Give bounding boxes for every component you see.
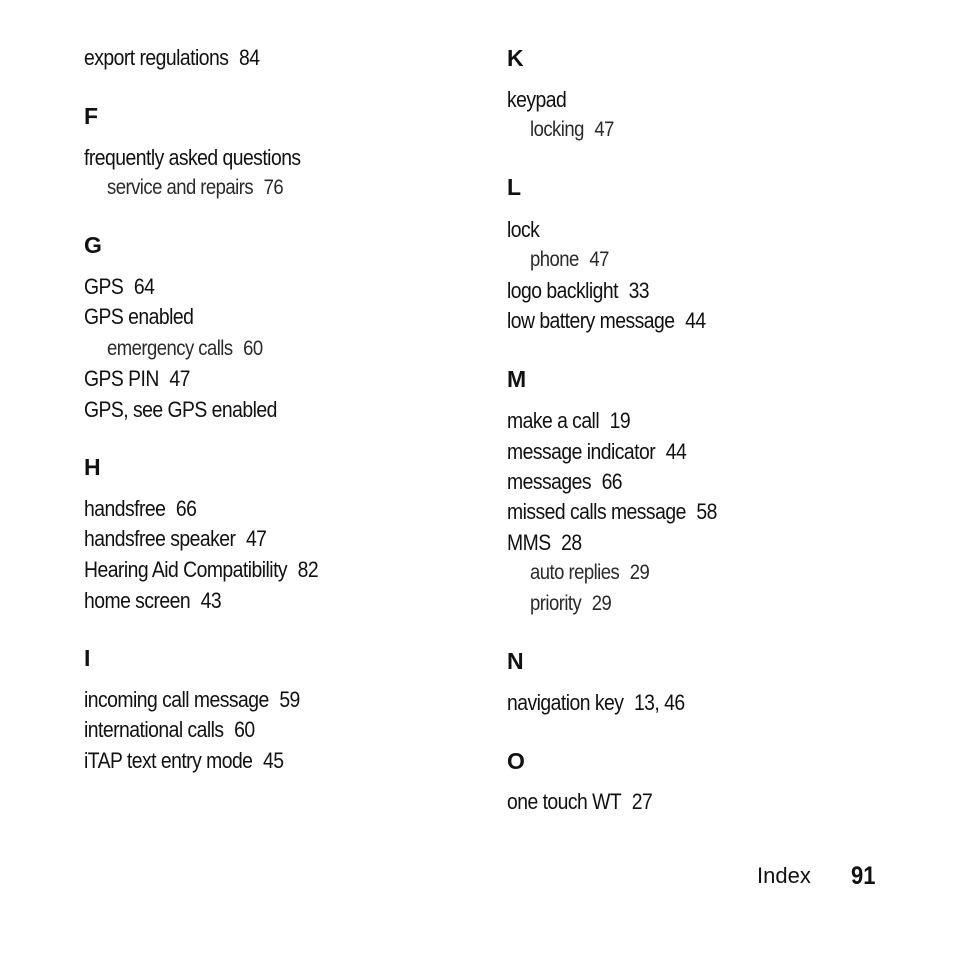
entry-page: 76	[263, 176, 284, 199]
section-letter-m: M	[507, 366, 527, 392]
entry-term: MMS	[507, 530, 551, 555]
entry-term: GPS, see GPS enabled	[84, 397, 277, 422]
entry-term: emergency calls	[107, 337, 233, 360]
section-letter-o: O	[507, 748, 525, 774]
section-letter-g: G	[84, 232, 102, 258]
index-subentry	[530, 117, 614, 143]
entry-term: Hearing Aid Compatibility	[84, 557, 288, 582]
index-subentry	[530, 591, 611, 617]
entry-term: lock	[507, 217, 540, 242]
section-letter-k: K	[507, 45, 524, 71]
entry-page: 58	[696, 499, 717, 524]
entry-term: make a call	[507, 408, 600, 433]
entry-term: iTAP text entry mode	[84, 748, 253, 773]
entry-term: navigation key	[507, 690, 624, 715]
entry-page: 60	[243, 337, 263, 360]
index-subentry	[530, 560, 649, 586]
entry-term: GPS PIN	[84, 366, 159, 391]
index-entry	[84, 274, 154, 300]
entry-term: home screen	[84, 588, 191, 613]
index-entry	[507, 469, 622, 495]
entry-page: 33	[628, 278, 650, 303]
section-letter-l: L	[507, 174, 522, 200]
entry-term: keypad	[507, 87, 567, 112]
entry-page: 44	[665, 439, 687, 464]
section-letter-f: F	[84, 103, 99, 129]
index-entry	[84, 526, 266, 552]
footer-section-label: Index	[757, 863, 811, 888]
index-entry	[507, 278, 649, 304]
index-entry	[84, 496, 196, 522]
entry-term: missed calls message	[507, 499, 686, 524]
entry-page: 47	[589, 248, 609, 271]
entry-page: 84	[238, 45, 260, 70]
index-subentry	[107, 175, 283, 201]
entry-page: 47	[594, 118, 614, 141]
entry-term: export regulations	[84, 45, 229, 70]
page-number: 91	[851, 862, 876, 890]
index-subentry	[107, 336, 263, 362]
index-entry	[84, 145, 301, 171]
index-entry	[84, 588, 221, 614]
entry-page: 60	[234, 717, 255, 742]
index-entry	[84, 45, 259, 71]
index-entry	[507, 408, 630, 434]
entry-page: 47	[245, 526, 267, 551]
index-entry	[507, 87, 566, 113]
index-entry	[507, 217, 539, 243]
entry-page: 13, 46	[633, 690, 685, 715]
section-letter-i: I	[84, 645, 91, 671]
index-entry	[507, 690, 685, 716]
entry-term: phone	[530, 248, 579, 271]
section-letter-n: N	[507, 648, 524, 674]
index-entry	[507, 499, 717, 525]
entry-page: 47	[169, 366, 190, 391]
entry-term: one touch WT	[507, 789, 622, 814]
entry-page: 66	[175, 496, 197, 521]
entry-term: locking	[530, 118, 584, 141]
index-entry	[507, 530, 582, 556]
entry-page: 82	[297, 557, 319, 582]
entry-term: handsfree	[84, 496, 166, 521]
entry-term: message indicator	[507, 439, 656, 464]
entry-page: 64	[133, 274, 155, 299]
entry-page: 43	[200, 588, 222, 613]
entry-term: handsfree speaker	[84, 526, 236, 551]
entry-term: service and repairs	[107, 176, 254, 199]
entry-term: priority	[530, 592, 582, 615]
entry-page: 66	[601, 469, 623, 494]
index-entry	[507, 789, 652, 815]
entry-page: 28	[561, 530, 582, 555]
entry-term: GPS enabled	[84, 304, 194, 329]
section-letter-h: H	[84, 454, 101, 480]
entry-term: international calls	[84, 717, 224, 742]
entry-page: 29	[629, 561, 650, 584]
index-entry	[507, 308, 706, 334]
index-entry	[507, 439, 686, 465]
entry-page: 29	[591, 592, 612, 615]
entry-page: 27	[631, 789, 653, 814]
entry-term: low battery message	[507, 308, 675, 333]
entry-term: logo backlight	[507, 278, 619, 303]
index-entry	[84, 748, 283, 774]
entry-page: 45	[262, 748, 284, 773]
entry-page: 59	[279, 687, 300, 712]
entry-term: GPS	[84, 274, 124, 299]
index-entry	[84, 687, 300, 713]
entry-page: 44	[685, 308, 706, 333]
entry-term: auto replies	[530, 561, 620, 584]
index-entry	[84, 717, 255, 743]
entry-page: 19	[609, 408, 631, 433]
entry-term: messages	[507, 469, 592, 494]
index-entry	[84, 304, 193, 330]
index-entry	[84, 397, 277, 423]
entry-term: incoming call message	[84, 687, 269, 712]
index-subentry	[530, 247, 609, 273]
index-entry	[84, 557, 318, 583]
entry-term: frequently asked questions	[84, 145, 301, 170]
index-entry	[84, 366, 190, 392]
